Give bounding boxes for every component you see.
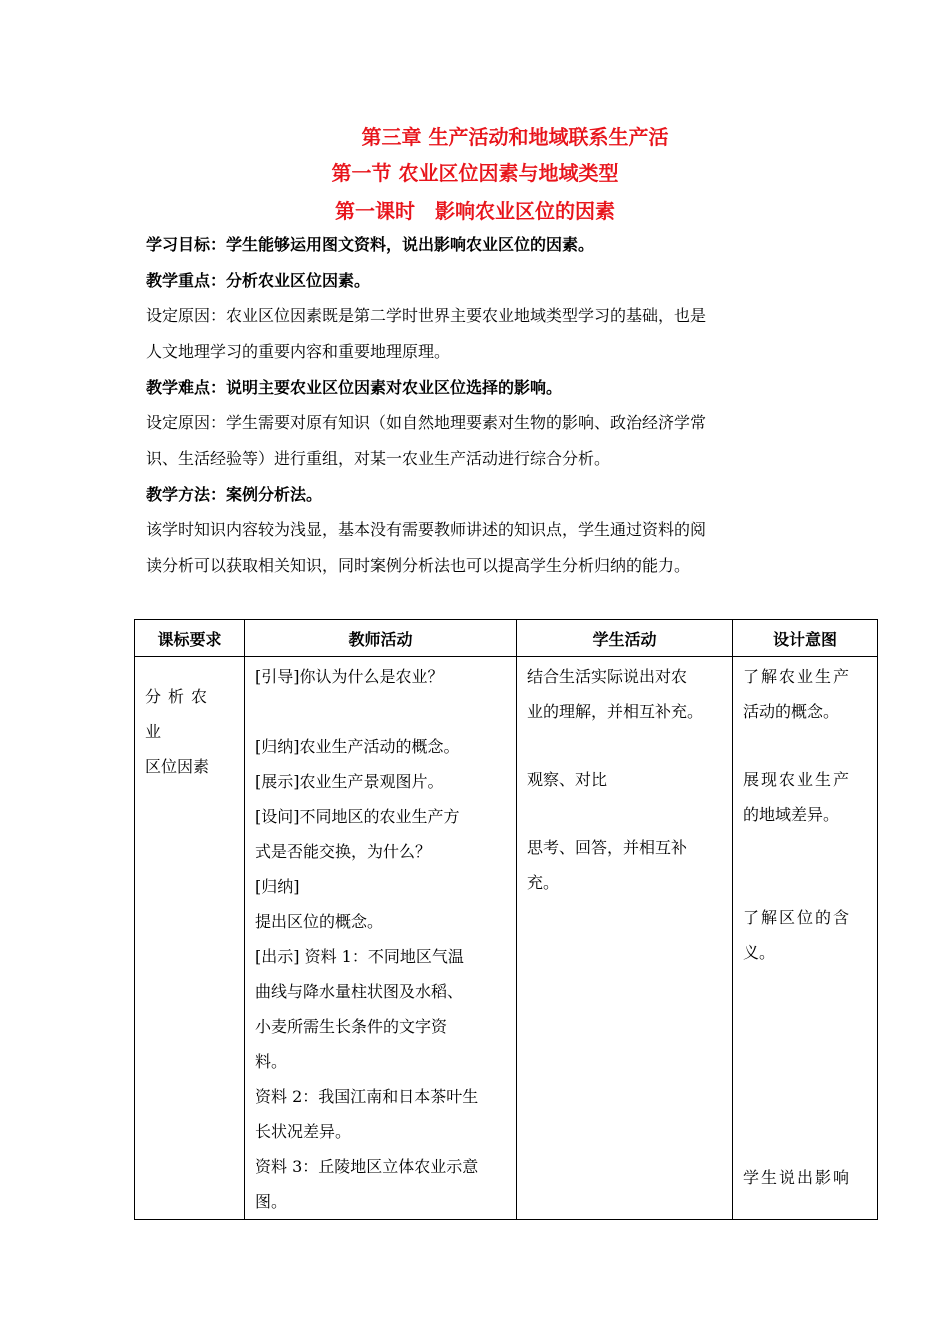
teacher-line: 资料 3：丘陵地区立体农业示意 xyxy=(255,1157,479,1176)
teacher-line: [归纳] xyxy=(255,877,300,896)
teacher-line: 料。 xyxy=(255,1052,288,1071)
teacher-line: 曲线与降水量柱状图及水稻、 xyxy=(255,982,464,1001)
student-activity-cell xyxy=(517,657,733,1220)
section-title: 第一节 农业区位因素与地域类型 xyxy=(331,161,619,185)
focus-reason-line-2: 人文地理学习的重要内容和重要地理原理。 xyxy=(146,342,451,361)
lesson-title: 第一课时 影响农业区位的因素 xyxy=(335,199,615,223)
teaching-focus: 教学重点：分析农业区位因素。 xyxy=(146,271,371,290)
table-header-row xyxy=(135,620,878,657)
student-line: 充。 xyxy=(527,873,560,892)
intent-line: 活动的概念。 xyxy=(743,702,840,721)
focus-reason-line-1: 设定原因：农业区位因素既是第二学时世界主要农业地域类型学习的基础，也是 xyxy=(146,306,707,325)
teaching-difficulty: 教学难点：说明主要农业区位因素对农业区位选择的影响。 xyxy=(146,378,563,397)
teacher-line: [展示]农业生产景观图片。 xyxy=(255,772,444,791)
intent-line: 学生说出影响 xyxy=(743,1168,852,1187)
table-row xyxy=(135,657,878,1220)
standard-cell xyxy=(135,657,245,1220)
intent-line: 展现农业生产 xyxy=(743,770,852,789)
student-line: 业的理解，并相互补充。 xyxy=(527,702,704,721)
teacher-line: 资料 2：我国江南和日本茶叶生 xyxy=(255,1087,479,1106)
method-reason-line-1: 该学时知识内容较为浅显，基本没有需要教师讲述的知识点，学生通过资料的阅 xyxy=(146,520,707,539)
difficulty-reason-line-1: 设定原因：学生需要对原有知识（如自然地理要素对生物的影响、政治经济学常 xyxy=(146,413,707,432)
header-standard: 课标要求 xyxy=(135,620,245,657)
student-line: 结合生活实际说出对农 xyxy=(527,667,688,686)
header-student-activity: 学生活动 xyxy=(517,620,733,657)
standard-line: 区位因素 xyxy=(145,757,210,776)
method-reason-line-2: 读分析可以获取相关知识，同时案例分析法也可以提高学生分析归纳的能力。 xyxy=(146,556,691,575)
design-intent-cell xyxy=(733,657,878,1220)
learning-goal: 学习目标：学生能够运用图文资料，说出影响农业区位的因素。 xyxy=(146,235,595,254)
teaching-method: 教学方法：案例分析法。 xyxy=(146,485,323,504)
teacher-line: 式是否能交换，为什么？ xyxy=(255,842,432,861)
teacher-line: 小麦所需生长条件的文字资 xyxy=(255,1017,448,1036)
teacher-line: [引导]你认为什么是农业？ xyxy=(255,667,444,686)
intent-line: 的地域差异。 xyxy=(743,805,840,824)
intent-line: 了解区位的含 xyxy=(743,908,852,927)
teacher-line: [设问]不同地区的农业生产方 xyxy=(255,807,460,826)
difficulty-reason-line-2: 识、生活经验等）进行重组，对某一农业生产活动进行综合分析。 xyxy=(146,449,611,468)
teacher-line: 提出区位的概念。 xyxy=(255,912,384,931)
teacher-activity-cell xyxy=(245,657,517,1220)
intent-line: 了解农业生产 xyxy=(743,667,852,686)
student-line: 思考、回答，并相互补 xyxy=(527,838,688,857)
teacher-line: [归纳]农业生产活动的概念。 xyxy=(255,737,460,756)
teacher-line: 长状况差异。 xyxy=(255,1122,352,1141)
chapter-title: 第三章 生产活动和地域联系生产活 xyxy=(361,125,669,149)
teacher-line: [出示] 资料 1：不同地区气温 xyxy=(255,947,464,966)
lesson-plan-table xyxy=(134,619,878,1220)
teacher-line: 图。 xyxy=(255,1192,288,1211)
header-teacher-activity: 教师活动 xyxy=(245,620,517,657)
intent-line: 义。 xyxy=(743,943,776,962)
standard-line: 分析农业 xyxy=(145,687,215,741)
header-design-intent: 设计意图 xyxy=(733,620,878,657)
student-line: 观察、对比 xyxy=(527,770,608,789)
